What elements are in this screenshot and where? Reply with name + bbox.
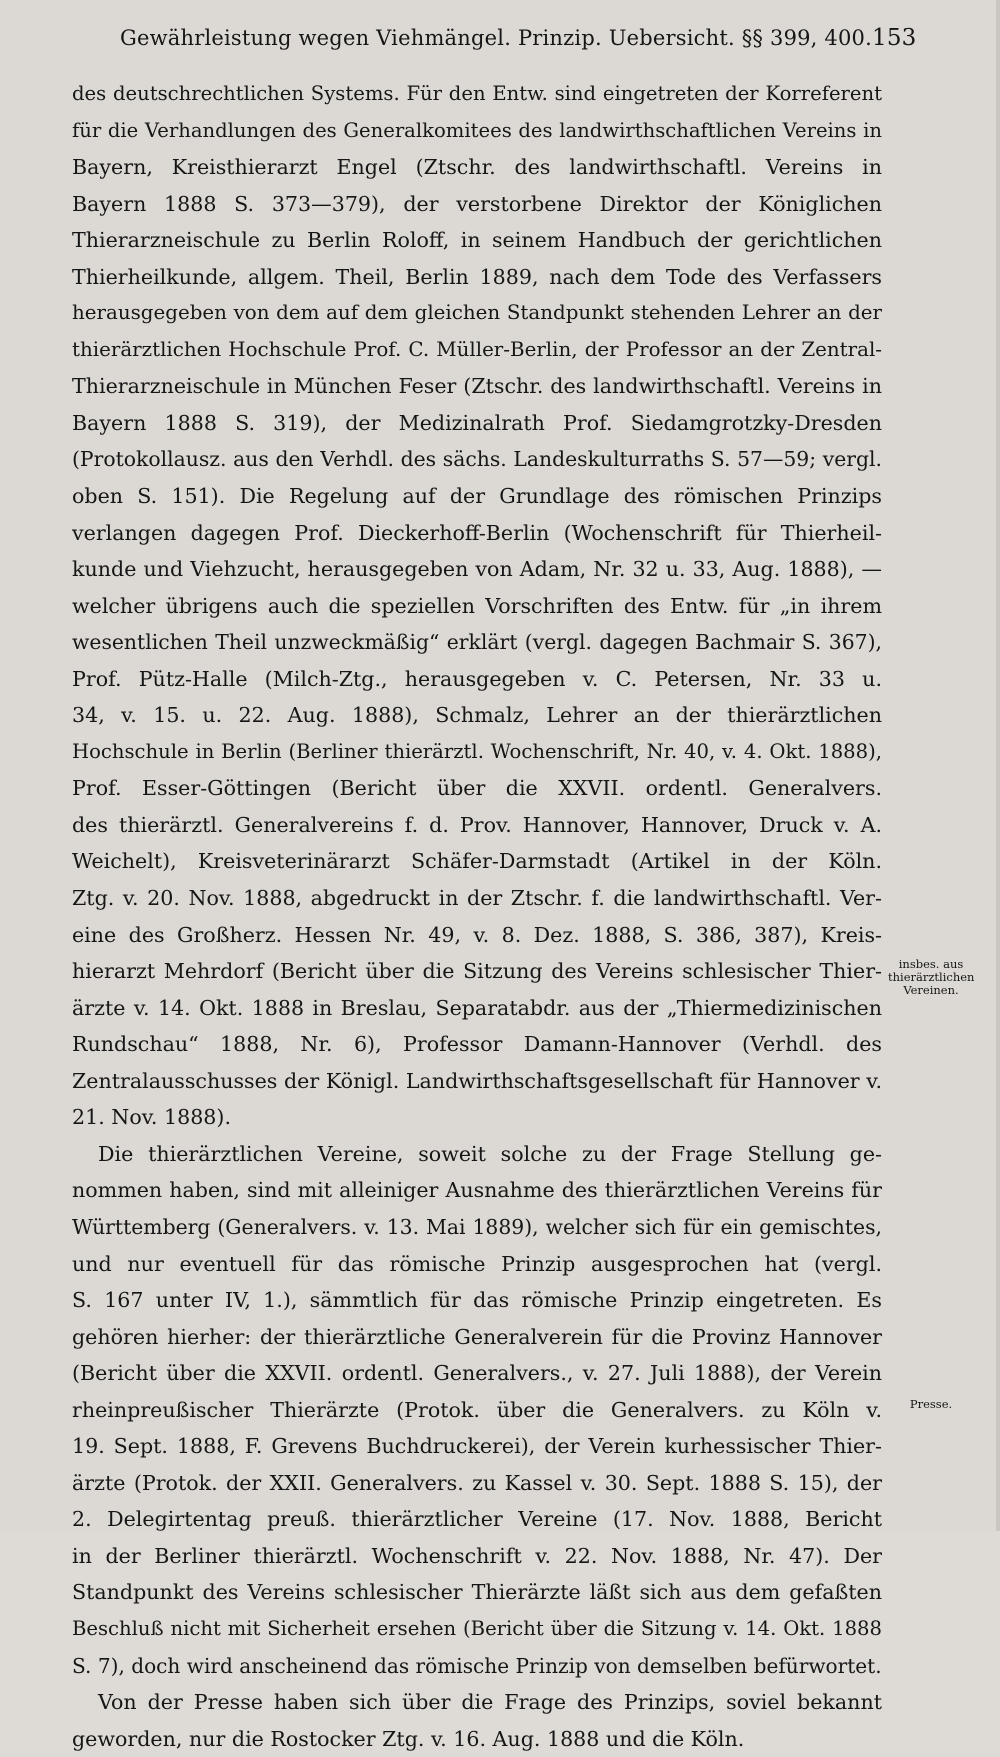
text-line: Rundschau“ 1888, Nr. 6), Professor Damann-Hannover (Verhdl. des [72, 1032, 882, 1057]
text-line: Thierarzneischule zu Berlin Roloff, in seinem Handbuch der gerichtlichen [72, 228, 882, 253]
text-line: eine des Großherz. Hessen Nr. 49, v. 8. Dez. 1888, S. 386, 387), Kreis- [72, 922, 882, 947]
margin-note-press: Presse. [909, 1397, 953, 1411]
text-line: S. 167 unter IV, 1.), sämmtlich für das römische Prinzip eingetreten. Es [72, 1288, 882, 1313]
text-line: 34, v. 15. u. 22. Aug. 1888), Schmalz, Lehrer an der thierärztlichen [72, 703, 882, 728]
text-line: thierärztlichen Hochschule Prof. C. Müller-Berlin, der Professor an der Zentral- [72, 337, 882, 361]
text-line: 21. Nov. 1888). [72, 1105, 231, 1130]
text-line: Prof. Pütz-Halle (Milch-Ztg., herausgegeben v. C. Petersen, Nr. 33 u. [72, 666, 882, 691]
body-text [72, 76, 882, 1757]
text-line: Beschluß nicht mit Sicherheit ersehen (Bericht über die Sitzung v. 14. Okt. 1888 [72, 1616, 882, 1640]
text-line: (Protokollausz. aus den Verhdl. des sächs. Landeskulturraths S. 57—59; vergl. [72, 447, 882, 472]
text-line: ärzte (Protok. der XXII. Generalvers. zu Kassel v. 30. Sept. 1888 S. 15), der [72, 1470, 882, 1495]
text-line: Zentralausschusses der Königl. Landwirthschaftsgesellschaft für Hannover v. [72, 1068, 882, 1093]
scan-edge [996, 0, 1000, 1531]
text-line: gehören hierher: der thierärztliche Generalverein für die Provinz Hannover [72, 1324, 882, 1349]
text-line: Bayern 1888 S. 373—379), der verstorbene Direktor der Königlichen [72, 191, 882, 216]
page-number: 153 [872, 25, 917, 51]
text-line: kunde und Viehzucht, herausgegeben von Adam, Nr. 32 u. 33, Aug. 1888), — [72, 557, 882, 582]
text-line: des thierärztl. Generalvereins f. d. Prov. Hannover, Hannover, Druck v. A. [72, 812, 882, 837]
text-line: ärzte v. 14. Okt. 1888 in Breslau, Separatabdr. aus der „Thiermedizinischen [72, 995, 882, 1020]
text-line: Standpunkt des Vereins schlesischer Thierärzte läßt sich aus dem gefaßten [72, 1580, 882, 1605]
text-line: Bayern, Kreisthierarzt Engel (Ztschr. des landwirthschaftl. Vereins in [72, 155, 882, 180]
text-line: hierarzt Mehrdorf (Bericht über die Sitzung des Vereins schlesischer Thier- [72, 959, 882, 984]
text-line: Weichelt), Kreisveterinärarzt Schäfer-Darmstadt (Artikel in der Köln. [72, 849, 882, 874]
text-line: Bayern 1888 S. 319), der Medizinalrath Prof. Siedamgrotzky-Dresden [72, 410, 882, 435]
text-line: Württemberg (Generalvers. v. 13. Mai 1889), welcher sich für ein gemischtes, [72, 1214, 882, 1239]
text-line: geworden, nur die Rostocker Ztg. v. 16. Aug. 1888 und die Köln. [72, 1726, 745, 1751]
paragraph-start-line: Von der Presse haben sich über die Frage des Prinzips, soviel bekannt [98, 1690, 882, 1715]
text-line: herausgegeben von dem auf dem gleichen Standpunkt stehenden Lehrer an der [72, 301, 882, 325]
text-line: für die Verhandlungen des Generalkomitees des landwirthschaftlichen Vereins in [72, 118, 882, 142]
text-line: (Bericht über die XXVII. ordentl. Generalvers., v. 27. Juli 1888), der Verein [72, 1361, 882, 1386]
text-line: welcher übrigens auch die speziellen Vorschriften des Entw. für „in ihrem [72, 593, 882, 618]
text-line: Ztg. v. 20. Nov. 1888, abgedruckt in der Ztschr. f. die landwirthschaftl. Ver- [72, 886, 882, 911]
running-title: Gewährleistung wegen Viehmängel. Prinzip. Uebersicht. §§ 399, 400. [120, 26, 872, 50]
text-line: 2. Delegirtentag preuß. thierärztlicher Vereine (17. Nov. 1888, Bericht [72, 1507, 882, 1532]
text-line: Prof. Esser-Göttingen (Bericht über die XXVII. ordentl. Generalvers. [72, 776, 882, 801]
text-line: verlangen dagegen Prof. Dieckerhoff-Berlin (Wochenschrift für Thierheil- [72, 520, 882, 545]
text-line: rheinpreußischer Thierärzte (Protok. über die Generalvers. zu Köln v. [72, 1397, 882, 1422]
text-line: Thierheilkunde, allgem. Theil, Berlin 1889, nach dem Tode des Verfassers [72, 264, 882, 289]
text-line: 19. Sept. 1888, F. Grevens Buchdruckerei), der Verein kurhessischer Thier- [72, 1434, 882, 1459]
text-line: in der Berliner thierärztl. Wochenschrift v. 22. Nov. 1888, Nr. 47). Der [72, 1543, 882, 1568]
text-line: nommen haben, sind mit alleiniger Ausnahme des thierärztlichen Vereins für [72, 1178, 882, 1203]
text-line: und nur eventuell für das römische Prinzip ausgesprochen hat (vergl. [72, 1251, 882, 1276]
paragraph-start-line: Die thierärztlichen Vereine, soweit solche zu der Frage Stellung ge- [98, 1141, 882, 1166]
text-line: S. 7), doch wird anscheinend das römische Prinzip von demselben befürwortet. [72, 1653, 882, 1678]
text-line: Hochschule in Berlin (Berliner thierärztl. Wochenschrift, Nr. 40, v. 4. Okt. 1888), [72, 739, 882, 763]
text-line: oben S. 151). Die Regelung auf der Grundlage des römischen Prinzips [72, 484, 882, 509]
page-header [120, 16, 917, 60]
margin-note-associations: insbes. aus thierärztlichen Vereinen. [888, 957, 975, 997]
text-line: wesentlichen Theil unzweckmäßig“ erklärt (vergl. dagegen Bachmair S. 367), [72, 630, 882, 655]
text-line: Thierarzneischule in München Feser (Ztschr. des landwirthschaftl. Vereins in [72, 374, 882, 399]
text-line: des deutschrechtlichen Systems. Für den Entw. sind eingetreten der Korreferent [72, 82, 882, 105]
